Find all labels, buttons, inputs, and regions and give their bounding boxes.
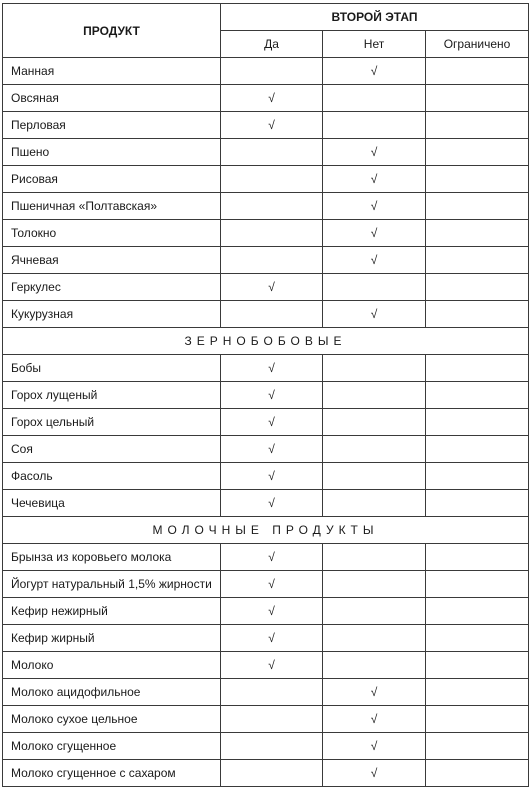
cell-yes: [221, 463, 323, 490]
cell-yes: [221, 355, 323, 382]
cell-limited: [426, 571, 529, 598]
table-row: [3, 382, 529, 409]
product-table: [2, 3, 529, 787]
check-mark-icon: √: [268, 91, 275, 105]
cell-limited: [426, 193, 529, 220]
cell-no: [323, 598, 426, 625]
cell-limited: [426, 679, 529, 706]
table-row: [3, 247, 529, 274]
check-mark-icon: √: [370, 307, 378, 321]
cell-limited: [426, 85, 529, 112]
cell-no: [323, 58, 426, 85]
check-mark-icon: √: [370, 145, 378, 159]
cell-no: [323, 166, 426, 193]
cell-no: [323, 193, 426, 220]
cell-no: [323, 760, 426, 787]
cell-no: [323, 274, 426, 301]
section-title: ЗЕРНОБОБОВЫЕ: [3, 328, 529, 355]
cell-yes: [221, 733, 323, 760]
check-mark-icon: √: [370, 226, 378, 240]
product-name: Чечевица: [3, 490, 221, 517]
table-row: [3, 166, 529, 193]
check-mark-icon: √: [268, 604, 275, 618]
check-mark-icon: √: [268, 577, 275, 591]
product-name: Манная: [3, 58, 221, 85]
cell-yes: [221, 220, 323, 247]
header-product: ПРОДУКТ: [3, 4, 221, 58]
check-mark-icon: √: [370, 766, 378, 780]
cell-no: [323, 571, 426, 598]
check-mark-icon: √: [370, 739, 378, 753]
header-limited: Ограничено: [426, 31, 529, 58]
table-row: [3, 463, 529, 490]
cell-limited: [426, 382, 529, 409]
cell-no: [323, 706, 426, 733]
check-mark-icon: √: [268, 442, 275, 456]
cell-yes: [221, 85, 323, 112]
cell-yes: [221, 247, 323, 274]
product-name: Толокно: [3, 220, 221, 247]
cell-limited: [426, 274, 529, 301]
check-mark-icon: √: [268, 631, 275, 645]
product-name: Йогурт натуральный 1,5% жирности: [3, 571, 221, 598]
cell-limited: [426, 544, 529, 571]
cell-limited: [426, 247, 529, 274]
section-title: МОЛОЧНЫЕ ПРОДУКТЫ: [3, 517, 529, 544]
product-name: Фасоль: [3, 463, 221, 490]
check-mark-icon: √: [268, 280, 275, 294]
cell-limited: [426, 625, 529, 652]
check-mark-icon: √: [268, 118, 275, 132]
section-row: [3, 517, 529, 544]
cell-yes: [221, 274, 323, 301]
product-name: Бобы: [3, 355, 221, 382]
cell-no: [323, 733, 426, 760]
cell-yes: [221, 436, 323, 463]
table-header: [3, 4, 529, 58]
cell-limited: [426, 490, 529, 517]
table-row: [3, 355, 529, 382]
cell-no: [323, 247, 426, 274]
check-mark-icon: √: [370, 685, 378, 699]
table-row: [3, 139, 529, 166]
cell-limited: [426, 436, 529, 463]
section-row: [3, 328, 529, 355]
product-name: Овсяная: [3, 85, 221, 112]
cell-yes: [221, 760, 323, 787]
cell-limited: [426, 139, 529, 166]
cell-no: [323, 355, 426, 382]
check-mark-icon: √: [268, 469, 275, 483]
cell-yes: [221, 571, 323, 598]
product-name: Кукурузная: [3, 301, 221, 328]
cell-no: [323, 544, 426, 571]
product-name: Кефир жирный: [3, 625, 221, 652]
table-row: [3, 220, 529, 247]
cell-no: [323, 220, 426, 247]
cell-limited: [426, 652, 529, 679]
cell-yes: [221, 409, 323, 436]
cell-no: [323, 436, 426, 463]
cell-yes: [221, 166, 323, 193]
check-mark-icon: √: [370, 199, 378, 213]
table-row: [3, 733, 529, 760]
cell-yes: [221, 679, 323, 706]
cell-yes: [221, 490, 323, 517]
header-no: Нет: [323, 31, 426, 58]
table-row: [3, 274, 529, 301]
product-name: Брынза из коровьего молока: [3, 544, 221, 571]
cell-no: [323, 139, 426, 166]
cell-limited: [426, 355, 529, 382]
cell-yes: [221, 598, 323, 625]
cell-limited: [426, 760, 529, 787]
cell-no: [323, 112, 426, 139]
product-name: Молоко сгущенное: [3, 733, 221, 760]
cell-no: [323, 463, 426, 490]
cell-no: [323, 382, 426, 409]
table-row: [3, 679, 529, 706]
check-mark-icon: √: [268, 361, 275, 375]
header-yes: Да: [221, 31, 323, 58]
table-row: [3, 652, 529, 679]
cell-yes: [221, 544, 323, 571]
cell-limited: [426, 409, 529, 436]
product-name: Геркулес: [3, 274, 221, 301]
product-name: Молоко ацидофильное: [3, 679, 221, 706]
check-mark-icon: √: [268, 388, 275, 402]
table-row: [3, 436, 529, 463]
cell-no: [323, 409, 426, 436]
product-name: Горох лущеный: [3, 382, 221, 409]
cell-no: [323, 679, 426, 706]
table-row: [3, 409, 529, 436]
table-row: [3, 706, 529, 733]
product-name: Пшено: [3, 139, 221, 166]
cell-yes: [221, 58, 323, 85]
cell-limited: [426, 733, 529, 760]
product-name: Молоко: [3, 652, 221, 679]
table-row: [3, 625, 529, 652]
check-mark-icon: √: [268, 415, 275, 429]
cell-no: [323, 85, 426, 112]
product-name: Пшеничная «Полтавская»: [3, 193, 221, 220]
cell-yes: [221, 301, 323, 328]
table-row: [3, 571, 529, 598]
table-row: [3, 85, 529, 112]
cell-yes: [221, 625, 323, 652]
cell-limited: [426, 220, 529, 247]
check-mark-icon: √: [370, 253, 378, 267]
cell-no: [323, 625, 426, 652]
cell-yes: [221, 139, 323, 166]
table-row: [3, 58, 529, 85]
header-second-stage: ВТОРОЙ ЭТАП: [221, 4, 529, 31]
check-mark-icon: √: [268, 658, 275, 672]
table-row: [3, 193, 529, 220]
check-mark-icon: √: [370, 64, 378, 78]
cell-limited: [426, 166, 529, 193]
cell-limited: [426, 58, 529, 85]
cell-limited: [426, 112, 529, 139]
table-row: [3, 544, 529, 571]
product-name: Рисовая: [3, 166, 221, 193]
cell-limited: [426, 301, 529, 328]
table-row: [3, 301, 529, 328]
cell-no: [323, 652, 426, 679]
table-row: [3, 490, 529, 517]
cell-yes: [221, 193, 323, 220]
cell-yes: [221, 706, 323, 733]
cell-yes: [221, 652, 323, 679]
check-mark-icon: √: [370, 172, 378, 186]
cell-limited: [426, 598, 529, 625]
product-name: Перловая: [3, 112, 221, 139]
product-name: Молоко сгущенное с сахаром: [3, 760, 221, 787]
cell-limited: [426, 463, 529, 490]
check-mark-icon: √: [268, 496, 275, 510]
table-row: [3, 598, 529, 625]
product-name: Ячневая: [3, 247, 221, 274]
cell-yes: [221, 112, 323, 139]
product-name: Кефир нежирный: [3, 598, 221, 625]
product-name: Горох цельный: [3, 409, 221, 436]
cell-no: [323, 301, 426, 328]
table-body: [3, 58, 529, 787]
check-mark-icon: √: [370, 712, 378, 726]
table-row: [3, 112, 529, 139]
product-name: Соя: [3, 436, 221, 463]
cell-limited: [426, 706, 529, 733]
product-name: Молоко сухое цельное: [3, 706, 221, 733]
table-row: [3, 760, 529, 787]
cell-no: [323, 490, 426, 517]
check-mark-icon: √: [268, 550, 275, 564]
cell-yes: [221, 382, 323, 409]
